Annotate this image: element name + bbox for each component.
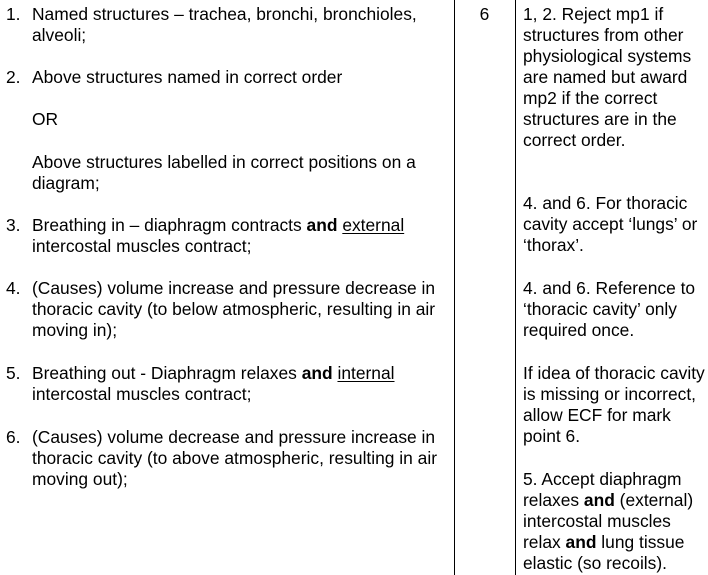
guidance-note-4: If idea of thoracic cavity is missing or incorrect, allow ECF for mark point 6. [523, 363, 705, 446]
text-run: (external) intercostal muscles relax [523, 490, 694, 552]
mark-point-text: (Causes) volume increase and pressure decrease in thoracic cavity (to below atmospheric, resulting in air moving in); [32, 278, 436, 340]
bold-and: and [306, 215, 338, 235]
mark-point-2-or [0, 109, 448, 130]
mark-point-3 [0, 215, 448, 257]
mark-point-number: 1. [6, 4, 21, 24]
text-run: intercostal muscles contract; [32, 236, 252, 256]
text-run: 5. Accept diaphragm relaxes [523, 469, 682, 510]
mark-point-6 [0, 427, 448, 490]
underlined-external: external [342, 215, 405, 235]
column-divider-left [454, 0, 455, 575]
mark-point-number: 6. [6, 427, 21, 447]
guidance-note-5 [523, 469, 706, 574]
text-run: Breathing in – diaphragm contracts [32, 215, 307, 235]
text-run: Breathing out - Diaphragm relaxes [32, 363, 302, 383]
mark-point-5 [0, 363, 448, 405]
bold-and: and [301, 363, 333, 383]
mark-point-4 [0, 278, 448, 341]
mark-point-text: Named structures – trachea, bronchi, bronchioles, alveoli; [32, 4, 417, 45]
bold-and: and [565, 532, 597, 552]
or-label: OR [32, 109, 59, 129]
guidance-note-2: 4. and 6. For thoracic cavity accept ‘lungs’ or ‘thorax’. [523, 193, 698, 255]
mark-point-text: Above structures named in correct order [32, 67, 343, 87]
guidance-note-3: 4. and 6. Reference to ‘thoracic cavity’ only required once. [523, 278, 696, 340]
mark-point-number: 3. [6, 215, 21, 235]
mark-point-number: 2. [6, 67, 21, 87]
mark-point-2 [0, 67, 448, 88]
guidance-note-1: 1, 2. Reject mp1 if structures from other physiological systems are named but award mp2 if the correct structures are in the correct order. [523, 4, 692, 150]
mark-point-1 [0, 4, 448, 46]
mark-point-number: 5. [6, 363, 21, 383]
marks-value: 6 [479, 4, 490, 24]
column-divider-right [515, 0, 516, 575]
mark-point-text: (Causes) volume decrease and pressure increase in thoracic cavity (to above atmospheric, resulting in air moving out); [32, 427, 437, 489]
bold-and: and [583, 490, 615, 510]
marks-column [455, 4, 514, 25]
mark-point-2-alt [0, 152, 448, 194]
underlined-internal: internal [337, 363, 395, 383]
mark-point-text: Above structures labelled in correct positions on a diagram; [32, 152, 416, 193]
mark-point-text [32, 215, 448, 257]
mark-point-text [32, 363, 448, 405]
mark-point-number: 4. [6, 278, 21, 298]
text-run: lung tissue elastic (so recoils). [523, 532, 685, 573]
text-run: intercostal muscles contract; [32, 384, 252, 404]
